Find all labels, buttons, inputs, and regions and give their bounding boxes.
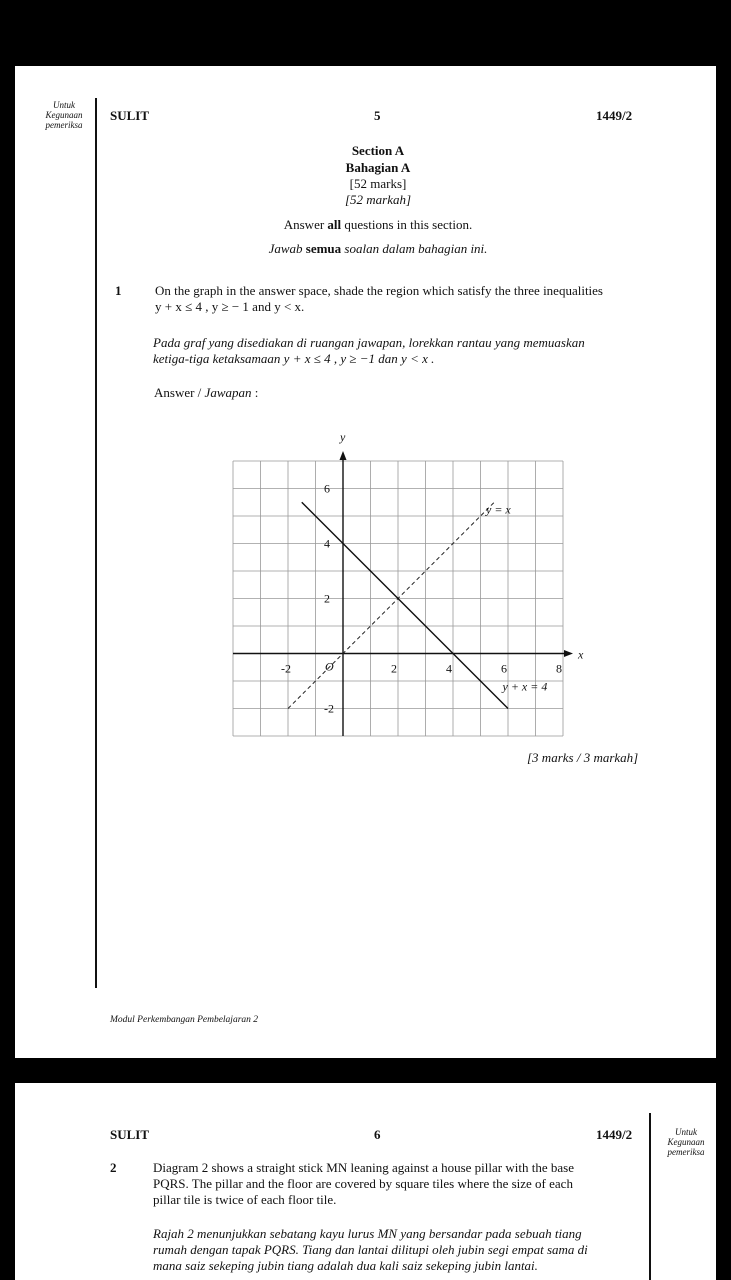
header-sulit: SULIT — [110, 1127, 150, 1142]
x-axis-arrow — [564, 650, 573, 657]
instruction — [178, 217, 578, 233]
section-title-ms: Bahagian A — [345, 160, 411, 175]
question-2-line: pillar tile is twice of each floor tile. — [153, 1192, 337, 1207]
section-title: Section A — [351, 143, 405, 158]
x-tick-label: 4 — [446, 661, 452, 676]
paper-code: 1449/2 — [596, 1127, 633, 1142]
side-note-line: Untuk — [675, 1127, 697, 1137]
side-note-line: Untuk — [53, 100, 75, 110]
y-tick-label: -2 — [324, 701, 334, 716]
question-1-text — [155, 283, 655, 315]
section-heading — [278, 142, 478, 208]
footer-module: Modul Perkembangan Pembelajaran 2 — [110, 1015, 259, 1025]
question-1-ms-line: ketiga-tiga ketaksamaan y + x ≤ 4 , y ≥ −1 dan y < x . — [153, 351, 435, 366]
examiner-use-note — [29, 100, 99, 130]
paper-code: 1449/2 — [596, 108, 633, 123]
axis-y-label: y — [340, 430, 346, 444]
answer-label-colon: : — [251, 385, 259, 400]
question-2-text — [153, 1160, 643, 1208]
instruction-text: Answer — [283, 217, 328, 232]
instruction-emphasis: all — [327, 217, 342, 232]
question-1-line: On the graph in the answer space, shade the region which satisfy the three inequalities — [155, 283, 603, 298]
exam-page-6 — [15, 1083, 716, 1280]
x-tick-label: 2 — [391, 661, 397, 676]
page-number: 5 — [374, 108, 381, 123]
page-number: 6 — [374, 1127, 381, 1142]
answer-label-ms: Jawapan — [204, 385, 252, 400]
question-2-ms-line: mana saiz sekeping jubin tiang adalah dua kali saiz sekeping jubin lantai. — [153, 1258, 538, 1273]
instruction-ms-text: Jawab — [268, 241, 306, 256]
side-note-line: pemeriksa — [667, 1147, 705, 1157]
x-tick-label: -2 — [281, 661, 291, 676]
y-tick-label: 6 — [324, 481, 330, 496]
question-2-ms-line: rumah dengan tapak PQRS. Tiang dan lantai dilitupi oleh jubin segi empat sama di — [153, 1242, 588, 1257]
x-tick-label: 8 — [556, 661, 562, 676]
examiner-use-note — [651, 1127, 716, 1157]
x-tick-label: 6 — [501, 661, 507, 676]
question-1-marks: [3 marks / 3 markah] — [527, 750, 639, 765]
graph-labels — [281, 430, 584, 716]
question-1-ms-line: Pada graf yang disediakan di ruangan jawapan, lorekkan rantau yang memuaskan — [153, 335, 585, 350]
question-number: 1 — [115, 283, 122, 298]
label-y-plus-x-equals-4: y + x = 4 — [502, 679, 548, 694]
y-tick-label: 2 — [324, 591, 330, 606]
examiner-margin-line — [95, 98, 97, 988]
question-1-text-ms — [153, 335, 653, 367]
y-tick-label: 4 — [324, 536, 330, 551]
answer-label-text: Answer / — [154, 385, 205, 400]
side-note-line: pemeriksa — [45, 120, 83, 130]
question-2-line: Diagram 2 shows a straight stick MN leaning against a house pillar with the base — [153, 1160, 574, 1175]
question-2-line: PQRS. The pillar and the floor are covered by square tiles where the size of each — [153, 1176, 573, 1191]
answer-graph[interactable] — [205, 411, 585, 741]
side-note-line: Kegunaan — [45, 110, 83, 120]
header-sulit: SULIT — [110, 108, 150, 123]
y-axis-arrow — [340, 451, 347, 460]
line-y-equals-x — [288, 502, 494, 708]
origin-label: O — [325, 659, 334, 674]
line-y-plus-x-equals-4 — [302, 502, 508, 708]
section-marks: [52 marks] — [349, 176, 407, 191]
question-2-ms-line: Rajah 2 menunjukkan sebatang kayu lurus MN yang bersandar pada sebuah tiang — [153, 1226, 582, 1241]
instruction-ms — [178, 241, 578, 257]
instruction-text: questions in this section. — [341, 217, 473, 232]
section-marks-ms: [52 markah] — [344, 192, 412, 207]
exam-page-5 — [15, 66, 716, 1058]
instruction-ms-emphasis: semua — [305, 241, 342, 256]
question-2-text-ms — [153, 1226, 653, 1274]
side-note-line: Kegunaan — [667, 1137, 705, 1147]
answer-label — [154, 385, 258, 401]
question-1-inequalities: y + x ≤ 4 , y ≥ − 1 and y < x. — [155, 299, 305, 314]
instruction-ms-text: soalan dalam bahagian ini. — [341, 241, 488, 256]
question-number: 2 — [110, 1160, 117, 1175]
label-y-equals-x: y = x — [486, 502, 511, 517]
axis-x-label: x — [578, 647, 584, 662]
